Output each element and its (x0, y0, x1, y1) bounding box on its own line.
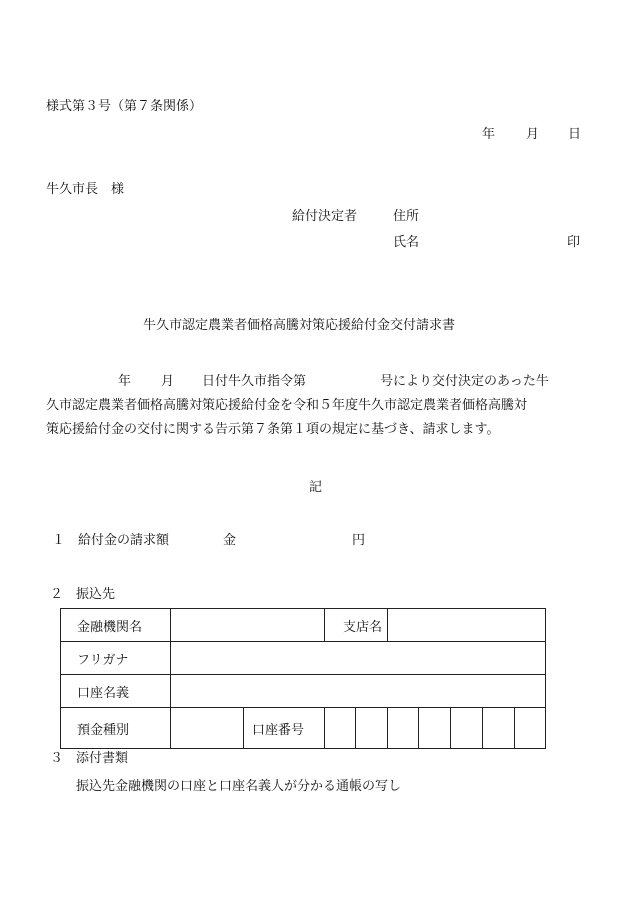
body-line-3: 策応援給付金の交付に関する告示第７条第１項の規定に基づき、請求します。 (46, 422, 500, 437)
branch-name-field[interactable] (388, 609, 546, 642)
deposit-type-field[interactable] (171, 708, 244, 749)
bank-name-label: 金融機関名 (61, 609, 171, 642)
date-year-label: 年 (482, 127, 496, 142)
account-digit-4[interactable] (419, 708, 451, 749)
body-year: 年 (118, 374, 132, 389)
furigana-label: フリガナ (61, 642, 171, 675)
item1-label: 給付金の請求額 (78, 533, 170, 548)
account-digit-2[interactable] (356, 708, 388, 749)
seal-mark: 印 (567, 235, 581, 250)
bank-transfer-table (60, 608, 546, 749)
deposit-type-label: 預金種別 (61, 708, 171, 749)
account-digit-1[interactable] (325, 708, 356, 749)
account-holder-field[interactable] (171, 675, 546, 708)
item3-content: 振込先金融機関の口座と口座名義人が分かる通帳の写し (76, 779, 402, 794)
address-label: 住所 (393, 209, 420, 224)
item1-yen: 円 (352, 533, 366, 548)
item3-label: 添付書類 (76, 751, 129, 766)
request-body (46, 370, 586, 442)
date-month-label: 月 (526, 127, 540, 142)
name-label: 氏名 (393, 235, 420, 250)
furigana-field[interactable] (171, 642, 546, 675)
branch-name-label: 支店名 (325, 609, 388, 642)
account-holder-label: 口座名義 (61, 675, 171, 708)
body-line-2: 久市認定農業者価格高騰対策応援給付金を令和５年度牛久市認定農業者価格高騰対 (46, 398, 528, 413)
applicant-role: 給付決定者 (292, 209, 358, 224)
account-digit-7[interactable] (515, 708, 546, 749)
account-digit-5[interactable] (451, 708, 483, 749)
item2-number: ２ (50, 587, 64, 602)
form-number: 様式第３号（第７条関係） (46, 99, 203, 114)
body-tail: 号により交付決定のあった牛 (380, 374, 549, 389)
body-ref: 日付牛久市指令第 (202, 374, 307, 389)
item3-number: ３ (50, 751, 64, 766)
date-day-label: 日 (568, 127, 582, 142)
addressee: 牛久市長 様 (46, 182, 125, 197)
bank-name-field[interactable] (171, 609, 325, 642)
account-digit-6[interactable] (483, 708, 515, 749)
ki-mark: 記 (309, 480, 323, 495)
body-month: 月 (161, 374, 175, 389)
item2-label: 振込先 (76, 587, 116, 602)
item1-kin: 金 (223, 533, 237, 548)
account-digit-3[interactable] (388, 708, 419, 749)
item1-number: １ (52, 533, 66, 548)
account-number-label: 口座番号 (244, 708, 325, 749)
document-title: 牛久市認定農業者価格高騰対策応援給付金交付請求書 (143, 318, 456, 333)
body-line-1 (46, 370, 586, 394)
